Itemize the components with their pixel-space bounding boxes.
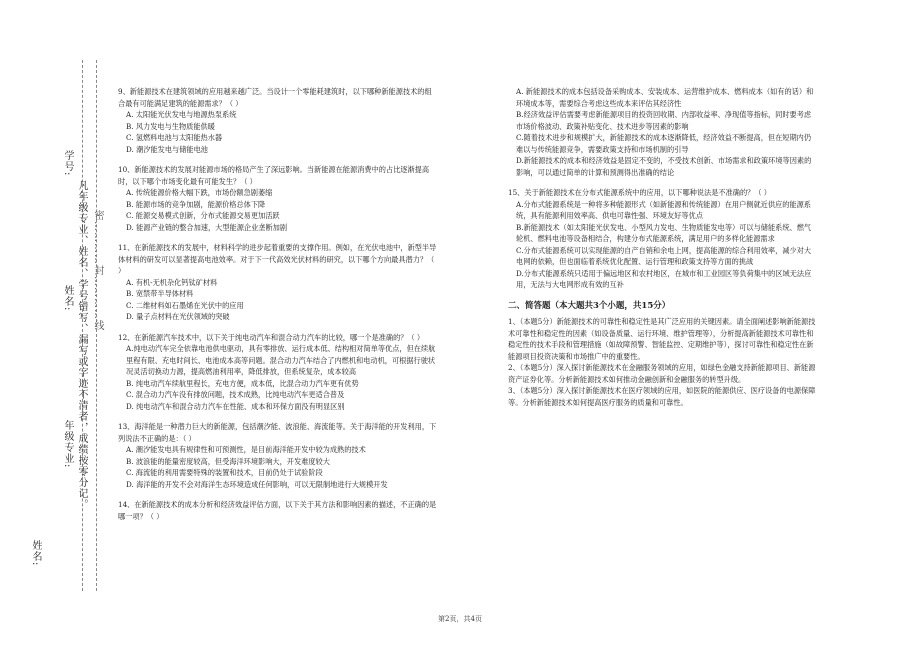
- question-option: B.新能源技术（如太阳能光伏发电、小型风力发电、生物质能发电等）可以与储能系统、燃气轮机、燃料电池等设备相结合，构建分布式能源系统，满足用户的多样化能源需求: [516, 222, 812, 243]
- question-option: D. 能源产业链的整合加速，大型能源企业垄断加剧: [126, 222, 288, 232]
- question-option: A. 潮汐能发电具有规律性和可预测性，是目前海洋能开发中较为成熟的技术: [126, 445, 366, 454]
- question-option: A.纯电动汽车完全依靠电池供电驱动，具有零排放、运行成本低、结构相对简单等优点，但在续航里程有限、充电时间长、电池成本高等问题。混合动力汽车结合了内燃机和电动机，可根据行驶状况灵活切换动力源，提高燃油利用率，降低排放，但系统复杂，成本较高: [126, 344, 436, 376]
- question-item: [118, 332, 438, 413]
- question-option: A. 传统能源价格大幅下跌，市场份额急剧萎缩: [126, 188, 273, 197]
- question-option: D.分布式能源系统只适用于偏远地区和农村地区，在城市和工业园区等负荷集中的区域无法应用，无法与大电网形成有效的互补: [516, 268, 812, 289]
- question-option: C. 能源交易模式创新，分布式能源交易更加活跃: [126, 211, 280, 220]
- question-option: A.分布式能源系统是一种将多种能源形式（如新能源和传统能源）在用户侧就近供应的能源系统，具有能源利用效率高、供电可靠性强、环境友好等优点: [516, 199, 811, 220]
- question-option: B. 宽禁带半导体材料: [126, 289, 194, 298]
- question-item: [118, 421, 438, 490]
- question-option: B. 波浪能的能量密度较高，但受海洋环境影响大，开发难度较大: [126, 456, 330, 466]
- question-option: D.新能源技术的成本和经济效益是固定不变的，不受技术创新、市场需求和政策环境等因素的影响，可以通过简单的计算和预测得出准确的结论: [516, 156, 812, 177]
- question-option: B.经济效益评估需要考虑新能源项目的投资回收期、内部收益率、净现值等指标，同时要考虑市场价格波动、政策补贴变化、技术进步等因素的影响: [516, 110, 812, 131]
- grade-major-label: 年级专业:: [62, 420, 73, 469]
- question-stem: 12、在新能源汽车技术中，以下关于纯电动汽车和混合动力汽车的比较，哪一个是准确的？（ ）: [118, 332, 425, 342]
- question-stem: 9、新能源技术在建筑领域的应用越来越广泛。当设计一个零能耗建筑时，以下哪种新能源技术的组合最有可能满足建筑的能源需求？（ ）: [118, 87, 432, 108]
- essay-section-title: 二、简答题（本大题共3个小题，共15分）: [508, 300, 671, 311]
- left-column: [118, 86, 438, 531]
- question-item: [508, 187, 818, 291]
- school-label: 姓名:: [30, 540, 41, 567]
- question-item: [118, 499, 438, 522]
- warning-text: 凡年级专业、姓名、学号错写、漏写或字迹不清者，成绩按零分记。: [76, 180, 87, 510]
- question-item: [118, 242, 438, 323]
- question-option: B. 风力发电与生物质能供暖: [126, 121, 215, 131]
- question-option: D. 纯电动汽车和混合动力汽车在性能、成本和环保方面没有明显区别: [126, 401, 345, 411]
- essay-question: 3、（本题5分）深入探讨新能源技术在医疗领域的应用，如医院的能源供应、医疗设备的电源保障等。分析新能源技术如何提高医疗服务的质量和可靠性。: [508, 386, 816, 407]
- question-stem: 14、在新能源技术的成本分析和经济效益评估方面，以下关于其方法和影响因素的描述，不正确的是哪一项？（ ）: [118, 500, 437, 521]
- question-option: C. 氢燃料电池与太阳能热水器: [126, 133, 223, 142]
- right-column: [508, 86, 818, 408]
- question-option: D. 海洋能的开发不会对海洋生态环境造成任何影响，可以无限制地进行大规模开发: [126, 479, 388, 489]
- question-stem: 11、在新能源技术的发展中，材料科学的进步起着重要的支撑作用。例如，在光伏电池中，新型半导体材料的研发可以显著提高电池效率。对于下一代高效光伏材料的研究，以下哪个方向最具潜力？（ ）: [118, 243, 437, 275]
- question-stem: 15、关于新能源技术在分布式能源系统中的应用，以下哪种说法是不准确的？（ ）: [508, 188, 771, 197]
- question-option: C. 海流能的利用需要特殊的装置和技术，目前仍处于试验阶段: [126, 468, 323, 477]
- question-item: [508, 86, 818, 178]
- page-footer: 第2页，共4页: [438, 615, 482, 623]
- question-option: A. 新能源技术的成本包括设备采购成本、安装成本、运营维护成本、燃料成本（如有的话）和环境成本等，需要综合考虑这些成本来评估其经济性: [516, 87, 814, 108]
- question-item: [118, 164, 438, 233]
- question-option: C. 二维材料如石墨烯在光伏中的应用: [126, 300, 244, 310]
- question-option: C.分布式能源系统可以实现能源的自产自销和余电上网，提高能源的综合利用效率，减少对大电网的依赖，但也面临着系统优化配置、运行管理和政策支持等方面的挑战: [516, 245, 812, 266]
- question-option: D. 潮汐能发电与储能电池: [126, 144, 208, 154]
- student-no-label: 学号:: [62, 150, 73, 177]
- name-label: 姓名:: [62, 285, 73, 312]
- essay-question: 1、（本题5分）新能源技术的可靠性和稳定性是其广泛应用的关键因素。请全面阐述影响新能源技术可靠性和稳定性的因素（如设备质量、运行环境、维护管理等），分析提高新能源技术可靠性和稳定性的技术手段和管理措施（如故障预警、智能监控、定期维护等），探讨可靠性和稳定性在新能源项目投资决策和市场推广中的重要性。: [508, 317, 816, 361]
- question-option: C. 混合动力汽车没有排放问题，技术成熟，比纯电动汽车更适合普及: [126, 390, 345, 399]
- question-option: C.随着技术进步和规模扩大，新能源技术的成本逐渐降低，经济效益不断提高，但在短期内仍难以与传统能源竞争，需要政策支持和市场机制的引导: [516, 133, 812, 154]
- question-option: B. 能源市场的竞争加剧，能源价格总体下降: [126, 199, 266, 209]
- question-option: A. 有机-无机杂化钙钛矿材料: [126, 277, 218, 287]
- question-option: D. 量子点材料在光伏领域的突破: [126, 312, 230, 321]
- question-option: A. 太阳能光伏发电与地源热泵系统: [126, 110, 237, 119]
- binding-margin: [0, 0, 110, 651]
- question-stem: 10、新能源技术的发展对能源市场的格局产生了深远影响。当新能源在能源消费中的占比逐渐提高时，以下哪个市场变化最有可能发生？（ ）: [118, 165, 430, 186]
- cut-line-text: 密…………封…………线: [92, 210, 103, 331]
- question-option: B. 纯电动汽车续航里程长，充电方便，成本低，比混合动力汽车更有优势: [126, 378, 359, 388]
- question-stem: 13、海洋能是一种潜力巨大的新能源，包括潮汐能、波浪能、海流能等。关于海洋能的开发利用，下列说法不正确的是：（ ）: [118, 422, 437, 443]
- essay-question: 2、（本题5分）深入探讨新能源技术在金融服务领域的应用，如绿色金融支持新能源项目、新能源资产证券化等。分析新能源技术如何推动金融创新和金融服务的转型升级。: [508, 363, 816, 384]
- question-item: [118, 86, 438, 155]
